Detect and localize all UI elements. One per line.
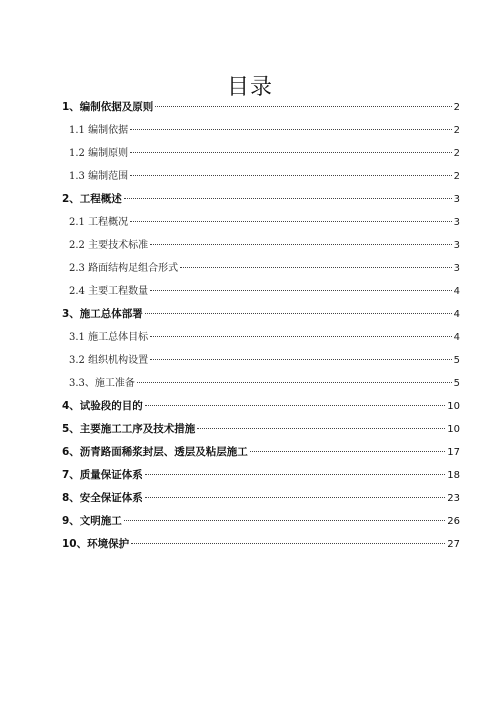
toc-entry[interactable] — [62, 280, 460, 303]
toc-dot-leader — [150, 359, 452, 360]
toc-dot-leader — [145, 497, 445, 498]
toc-page-number: 3 — [453, 240, 460, 251]
toc-entry[interactable] — [62, 510, 460, 533]
toc-entry[interactable] — [62, 303, 460, 326]
toc-dot-leader — [145, 474, 445, 475]
toc-entry-label: 2.2 主要技术标准 — [69, 240, 149, 251]
toc-dot-leader — [130, 175, 452, 176]
toc-entry-label: 1.2 编制原则 — [69, 148, 129, 159]
toc-page-number: 18 — [447, 470, 460, 481]
toc-entry[interactable] — [62, 326, 460, 349]
toc-page-number: 10 — [447, 424, 460, 435]
toc-entry[interactable] — [62, 165, 460, 188]
toc-entry[interactable] — [62, 211, 460, 234]
toc-entry[interactable] — [62, 142, 460, 165]
toc-entry-label: 1.3 编制范围 — [69, 171, 129, 182]
toc-entry[interactable] — [62, 418, 460, 441]
toc-dot-leader — [130, 129, 452, 130]
toc-page-number: 2 — [453, 102, 460, 113]
toc-page-number: 2 — [453, 148, 460, 159]
toc-entry-label: 1、编制依据及原则 — [62, 101, 154, 113]
toc-dot-leader — [124, 520, 445, 521]
toc-dot-leader — [130, 221, 452, 222]
toc-dot-leader — [131, 543, 445, 544]
toc-entry[interactable] — [62, 257, 460, 280]
toc-entry[interactable] — [62, 96, 460, 119]
toc-entry[interactable] — [62, 234, 460, 257]
toc-page-number: 2 — [453, 171, 460, 182]
page-title: 目录 — [226, 75, 273, 100]
toc-dot-leader — [124, 198, 452, 199]
toc-page-number: 2 — [453, 125, 460, 136]
toc-dot-leader — [137, 382, 452, 383]
toc-entry[interactable] — [62, 533, 460, 556]
toc-page-number: 17 — [447, 447, 460, 458]
toc-entry-label: 8、安全保证体系 — [62, 492, 143, 504]
toc-page-number: 4 — [453, 332, 460, 343]
toc-dot-leader — [150, 290, 452, 291]
toc-entry-label: 6、沥青路面稀浆封层、透层及粘层施工 — [62, 446, 248, 458]
toc-dot-leader — [150, 336, 452, 337]
toc-entry-label: 3.2 组织机构设置 — [69, 355, 149, 366]
toc-page-number: 3 — [453, 194, 460, 205]
toc-dot-leader — [145, 313, 452, 314]
toc-page-number: 4 — [453, 286, 460, 297]
toc-entry-label: 2.4 主要工程数量 — [69, 286, 149, 297]
toc-entry-label: 3、施工总体部署 — [62, 308, 143, 320]
toc-entry-label: 4、试验段的目的 — [62, 400, 143, 412]
toc-entry-label: 2.1 工程概况 — [69, 217, 129, 228]
toc-dot-leader — [155, 106, 451, 107]
toc-entry[interactable] — [62, 349, 460, 372]
toc-page-number: 10 — [447, 401, 460, 412]
toc-dot-leader — [145, 405, 445, 406]
toc-dot-leader — [197, 428, 445, 429]
toc-dot-leader — [180, 267, 452, 268]
toc-page-number: 4 — [453, 309, 460, 320]
toc-dot-leader — [250, 451, 445, 452]
toc-entry-label: 3.3、施工准备 — [69, 378, 135, 389]
toc-entry[interactable] — [62, 441, 460, 464]
toc-entry[interactable] — [62, 487, 460, 510]
toc-entry[interactable] — [62, 395, 460, 418]
toc-entry-label: 2、工程概述 — [62, 193, 122, 205]
toc-entry-label: 9、文明施工 — [62, 515, 122, 527]
toc-entry-label: 1.1 编制依据 — [69, 125, 129, 136]
toc-page-number: 5 — [453, 355, 460, 366]
toc-entry-label: 7、质量保证体系 — [62, 469, 143, 481]
table-of-contents — [62, 96, 460, 556]
toc-page-number: 5 — [453, 378, 460, 389]
toc-page-number: 3 — [453, 217, 460, 228]
toc-entry-label: 2.3 路面结构足组合形式 — [69, 263, 179, 274]
toc-dot-leader — [130, 152, 452, 153]
toc-page-number: 3 — [453, 263, 460, 274]
toc-entry[interactable] — [62, 188, 460, 211]
toc-page-number: 26 — [447, 516, 460, 527]
toc-dot-leader — [150, 244, 452, 245]
toc-entry-label: 3.1 施工总体目标 — [69, 332, 149, 343]
toc-page-number: 23 — [447, 493, 460, 504]
toc-entry-label: 10、环境保护 — [62, 538, 130, 550]
toc-page-number: 27 — [447, 539, 460, 550]
toc-entry[interactable] — [62, 372, 460, 395]
toc-entry-label: 5、主要施工工序及技术措施 — [62, 423, 196, 435]
toc-entry[interactable] — [62, 119, 460, 142]
toc-entry[interactable] — [62, 464, 460, 487]
